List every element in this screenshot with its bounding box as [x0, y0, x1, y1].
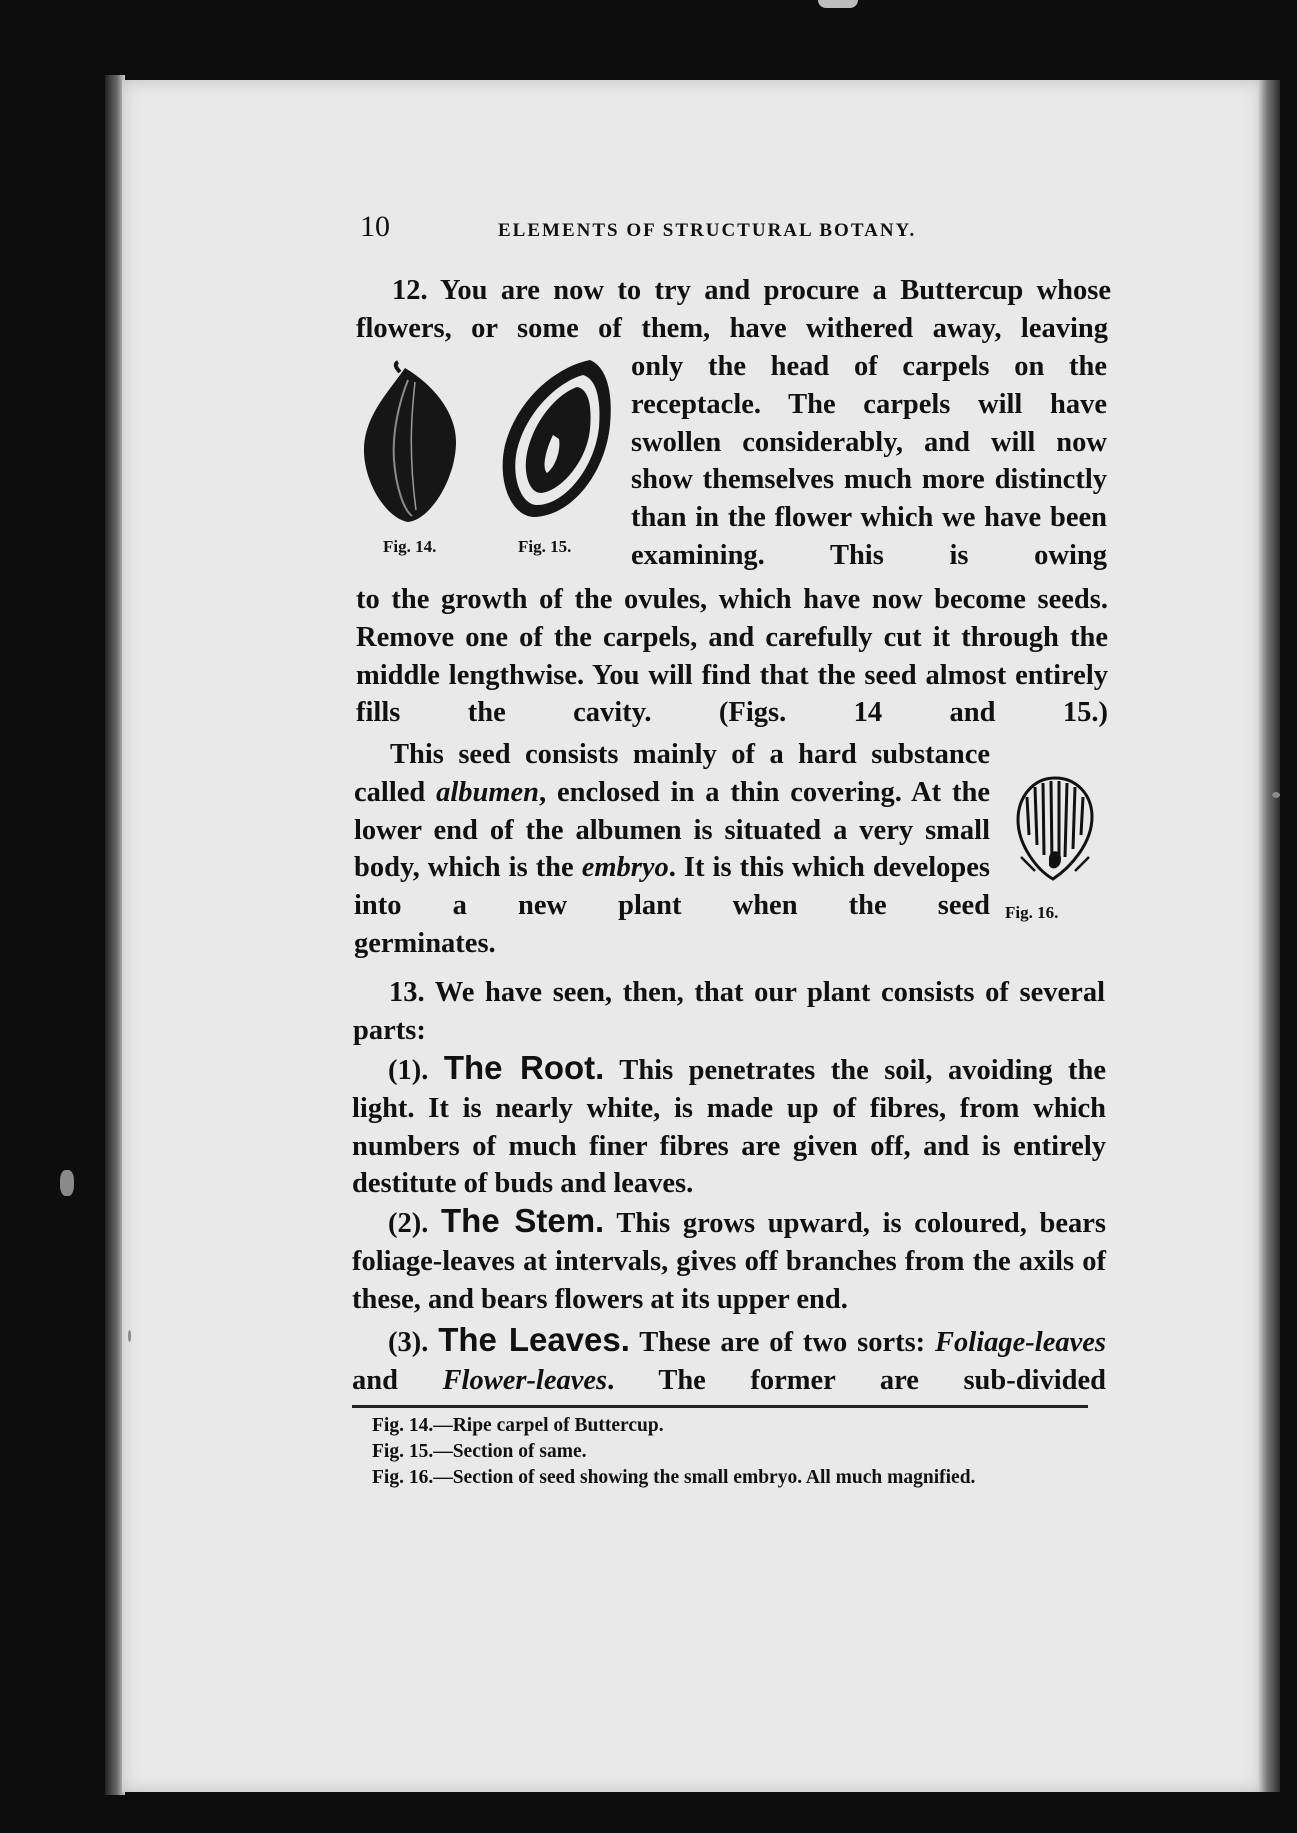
stem-number: (2). — [388, 1208, 429, 1239]
scan-speck — [60, 1170, 74, 1196]
albumen-term: albumen — [436, 776, 539, 808]
stem-paragraph — [352, 1202, 1106, 1318]
seed-paragraph — [354, 736, 990, 925]
leaves-text-3: . The former are sub-divided — [607, 1364, 1107, 1396]
para-12-wrapped-text: only the head of carpels on the receptacle. The carpels will have swollen considerably, and will now show themselves much more distinctly than in the flower which we have been examining. This is owing — [631, 351, 1107, 571]
seed-text-3: . It is this which developes into a new plant when the seed — [354, 852, 990, 922]
stem-heading: The Stem. — [441, 1202, 605, 1239]
seed-paragraph-last-line: germinates. — [354, 928, 496, 959]
footnotes — [354, 1413, 1102, 1491]
running-title: ELEMENTS OF STRUCTURAL BOTANY. — [498, 220, 917, 241]
root-text: This penetrates the soil, avoiding the light. It is nearly white, is made up of fibres, from which numbers of much finer fibres are given off, and is entirely destitute of buds and leaves. — [352, 1055, 1106, 1200]
fig-16-label: Fig. 16. — [1005, 903, 1059, 922]
root-heading: The Root. — [443, 1049, 605, 1086]
root-paragraph — [352, 1049, 1106, 1203]
seed-text-1: This seed consists mainly of a hard substance called — [354, 739, 990, 808]
para-12-continued: to the growth of the ovules, which have now become seeds. Remove one of the carpels, and carefully cut it through the middle lengthwise. You will find that the seed almost entirely fills the cavity. (Figs. 14 and 15.) — [356, 584, 1108, 729]
root-number: (1). — [388, 1055, 429, 1086]
para-13: 13. We have seen, then, that our plant consists of several parts: — [353, 977, 1105, 1046]
footnote-fig-14: Fig. 14.—Ripe carpel of Buttercup. — [372, 1415, 664, 1436]
fig-14-ripe-carpel — [360, 360, 460, 530]
leaves-text-1: These are of two sorts: — [629, 1327, 936, 1358]
scan-speck — [1272, 792, 1280, 798]
fig-15-label: Fig. 15. — [518, 537, 572, 556]
fig-14-label: Fig. 14. — [383, 537, 437, 556]
footnote-fig-15: Fig. 15.—Section of same. — [372, 1441, 587, 1462]
leaves-heading: The Leaves. — [438, 1321, 630, 1358]
flower-leaves-term: Flower-leaves — [442, 1364, 608, 1396]
seed-text-2: , enclosed in a thin covering. At the lower end of the albumen is situated a very small body, which is the — [354, 776, 990, 884]
foliage-leaves-term: Foliage-leaves — [935, 1327, 1106, 1358]
embryo-term: embryo — [581, 852, 669, 884]
leaves-text-2: and — [352, 1364, 443, 1396]
para-12-line-1: 12. You are now to try and procure a Buttercup whose — [392, 275, 1111, 306]
page-right-edge — [1258, 80, 1280, 1792]
leaves-paragraph — [352, 1321, 1106, 1400]
leaves-number: (3). — [388, 1327, 429, 1358]
footnote-rule — [352, 1405, 1088, 1408]
fig-15-carpel-section — [495, 355, 615, 525]
fig-16-seed-section — [1015, 775, 1095, 885]
para-12-line-2: flowers, or some of them, have withered away, leaving — [356, 313, 1108, 344]
scan-top-mark — [818, 0, 858, 8]
page-number: 10 — [360, 210, 390, 243]
footnote-fig-16: Fig. 16.—Section of seed showing the small embryo. All much magnified. — [372, 1467, 976, 1488]
stem-text: This grows upward, is coloured, bears foliage-leaves at intervals, gives off branches from the axils of these, and bears flowers at its upper end. — [352, 1208, 1107, 1315]
scan-speck — [128, 1330, 131, 1342]
